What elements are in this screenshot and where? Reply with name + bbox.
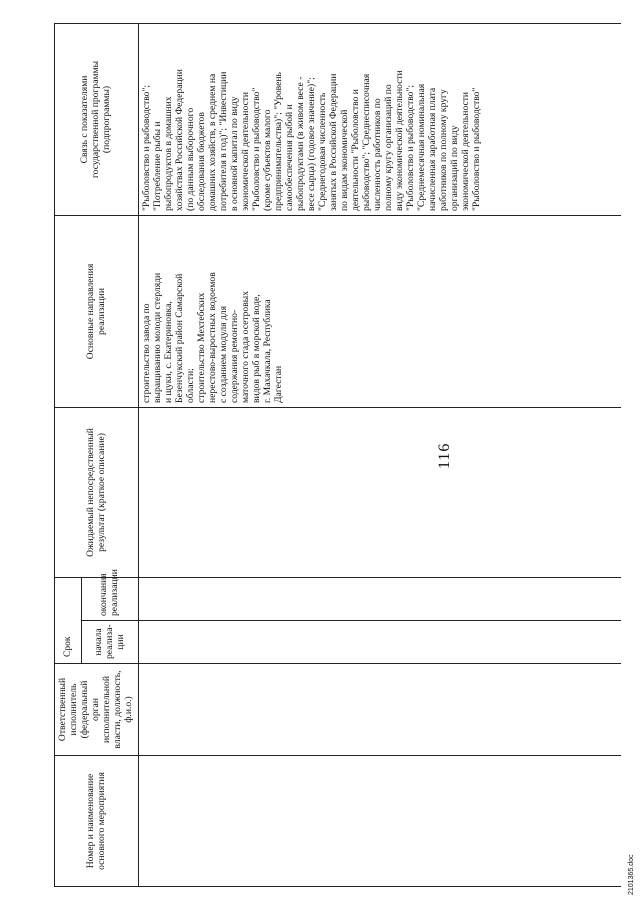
cell-start [139, 621, 622, 664]
page-number: 116 [436, 442, 453, 469]
file-id: 2101365.doc [628, 854, 635, 895]
cell-indicators-link: "Рыболовство и рыбоводство"; "Потребление рыбы и рыбопродуктов в домашних хозяйствах Российской Федерации (по данным выборочного обследования бюджетов домашних хозяйств, в среднем на потребителя в год)"; "Инвестиции в основной капитал по виду экономической деятельности "Рыболовство и рыбоводство" (кроме субъектов малого предпринимательства)"; "Уровень самообеспечения рыбой и рыбопродуктами (в живом весе - весе сырца) (годовое значение)"; "Среднегодовая численность занятых в Российской Федерации по видам экономической деятельности "Рыболовство и рыбоводство"; "Среднесписочная численность работников по полному кругу организаций по виду экономической деятельности "Рыболовство и рыбоводство"; "Среднемесячная номинальная начисленная заработная плата работников по полному кругу организаций по виду экономической деятельности "Рыболовство и рыбоводство" [139, 23, 622, 215]
activities-table-frame [54, 24, 630, 887]
header-end: окончания реализации [82, 577, 139, 620]
header-start: начала реализа- ции [82, 621, 139, 664]
header-activity-name: Номер и наименование основного мероприятия [55, 756, 139, 887]
table-row [139, 23, 622, 886]
cell-activity-name [139, 756, 622, 887]
header-expected-result: Ожидаемый непосредственный результат (краткое описание) [55, 407, 139, 577]
header-indicators-link: Связь с показателями государственной программы (подпрограммы) [55, 23, 139, 215]
cell-end [139, 577, 622, 620]
cell-main-directions: строительство завода по выращиванию молоди стерляди и щуки, с. Екатериновка, Безенчукский район Самарской области; строительство Мехтебских нерестово-выростных водоемов с созданием модуля для содержания ремонтно- маточного стада осетровых видов рыб в морской воде, г. Махачкала, Республика Дагестан [139, 215, 622, 407]
header-main-directions: Основные направления реализации [55, 215, 139, 407]
cell-responsible [139, 664, 622, 756]
cell-expected-result [139, 407, 622, 577]
activities-table [54, 23, 621, 887]
header-srok: Срок [55, 577, 82, 663]
header-responsible: Ответственный исполнитель (федеральный орган исполнительной власти, должность, ф.и.о.) [55, 664, 139, 756]
